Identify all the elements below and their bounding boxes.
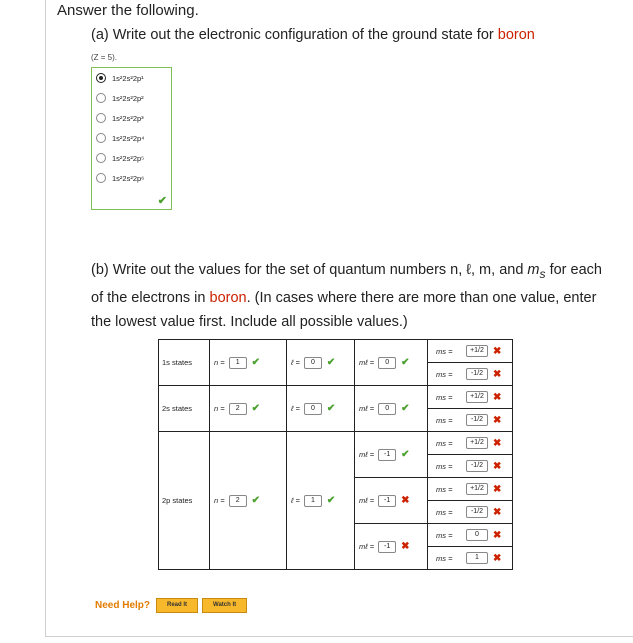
cross-icon: ✖: [493, 414, 502, 426]
ms-label: ms =: [436, 507, 453, 517]
radio-button[interactable]: [96, 173, 106, 183]
cross-icon: ✖: [401, 495, 410, 506]
l-input[interactable]: 1: [304, 495, 322, 507]
state-label: 2p states: [162, 496, 193, 505]
help-bar: [95, 598, 251, 613]
ml-input[interactable]: 0: [378, 357, 396, 369]
l-input[interactable]: 0: [304, 357, 322, 369]
cross-icon: ✖: [493, 552, 502, 564]
state-label: 2s states: [162, 404, 193, 413]
choice-label: 1s²2s²2p³: [112, 113, 144, 123]
ml-input[interactable]: 0: [378, 403, 396, 415]
ms-input[interactable]: -1/2: [466, 460, 488, 472]
choice-option[interactable]: [96, 73, 144, 83]
heading: Answer the following.: [57, 2, 199, 19]
radio-button[interactable]: [96, 133, 106, 143]
ml-input[interactable]: -1: [378, 495, 396, 507]
ms-label: ms =: [436, 415, 453, 425]
state-label: 1s states: [162, 358, 193, 367]
check-icon: ✔: [251, 357, 261, 368]
cross-icon: ✖: [493, 391, 502, 403]
choice-option[interactable]: [96, 173, 144, 183]
l-label: ℓ =: [291, 404, 300, 413]
need-help-label: Need Help?: [95, 600, 151, 611]
ms-input[interactable]: +1/2: [466, 483, 488, 495]
cross-icon: ✖: [493, 460, 502, 472]
ms-input[interactable]: 1: [466, 552, 488, 564]
check-icon: ✔: [401, 403, 410, 414]
l-label: ℓ =: [291, 496, 300, 505]
radio-button[interactable]: [96, 73, 106, 83]
ms-label: ms =: [436, 438, 453, 448]
n-input[interactable]: 2: [229, 495, 247, 507]
radio-button[interactable]: [96, 153, 106, 163]
n-input[interactable]: 1: [229, 357, 247, 369]
check-icon: ✔: [326, 357, 336, 368]
n-label: n =: [214, 358, 225, 367]
n-label: n =: [214, 404, 225, 413]
ml-input[interactable]: -1: [378, 449, 396, 461]
watch-it-button[interactable]: Watch It: [202, 598, 247, 613]
check-icon: ✔: [326, 403, 336, 414]
ms-input[interactable]: -1/2: [466, 368, 488, 380]
ms-label: ms =: [436, 346, 453, 356]
quantum-number-table: [158, 339, 513, 570]
choice-list: [91, 67, 172, 210]
cross-icon: ✖: [493, 368, 502, 380]
ms-label: ms =: [436, 392, 453, 402]
ms-input[interactable]: 0: [466, 529, 488, 541]
ml-label: mℓ =: [359, 450, 375, 459]
ms-label: ms =: [436, 484, 453, 494]
l-label: ℓ =: [291, 358, 300, 367]
part-a-question: (a) Write out the electronic configuration of the ground state for boron: [91, 27, 535, 43]
ms-label: ms =: [436, 530, 453, 540]
cross-icon: ✖: [493, 506, 502, 518]
choice-label: 1s²2s²2p⁶: [112, 173, 145, 183]
ms-input[interactable]: +1/2: [466, 391, 488, 403]
ms-input[interactable]: +1/2: [466, 345, 488, 357]
ms-label: ms =: [436, 461, 453, 471]
read-it-button[interactable]: Read It: [156, 598, 198, 613]
ml-label: mℓ =: [359, 404, 375, 413]
cross-icon: ✖: [493, 345, 502, 357]
ms-input[interactable]: -1/2: [466, 414, 488, 426]
check-icon: ✔: [326, 495, 336, 506]
element-name: boron: [497, 27, 535, 43]
cross-icon: ✖: [493, 529, 502, 541]
radio-button[interactable]: [96, 113, 106, 123]
l-input[interactable]: 0: [304, 403, 322, 415]
ml-label: mℓ =: [359, 542, 375, 551]
check-icon: ✔: [251, 403, 261, 414]
ml-input[interactable]: -1: [378, 541, 396, 553]
table-row: [159, 386, 513, 409]
choice-label: 1s²2s²2p⁴: [112, 133, 145, 143]
check-icon: ✔: [251, 495, 261, 506]
cross-icon: ✖: [493, 483, 502, 495]
atomic-number: (Z = 5).: [91, 53, 118, 62]
part-b-question: (b) Write out the values for the set of quantum numbers n, ℓ, m, and $m_s$ for each of the electrons in boron. (In cases where there are more than one value, enter the lowest value first. Include all possible values.): [91, 262, 602, 330]
ms-label: ms =: [436, 553, 453, 563]
ml-label: mℓ =: [359, 358, 375, 367]
check-icon: ✔: [401, 449, 410, 460]
choice-option[interactable]: [96, 133, 144, 143]
table-row: [159, 432, 513, 455]
ms-label: ms =: [436, 369, 453, 379]
choice-label: 1s²2s²2p²: [112, 93, 144, 103]
cross-icon: ✖: [493, 437, 502, 449]
ml-label: mℓ =: [359, 496, 375, 505]
table-row: [159, 340, 513, 363]
choice-option[interactable]: [96, 153, 144, 163]
choice-label: 1s²2s²2p⁵: [112, 153, 145, 163]
n-input[interactable]: 2: [229, 403, 247, 415]
radio-button[interactable]: [96, 93, 106, 103]
n-label: n =: [214, 496, 225, 505]
choice-label: 1s²2s²2p¹: [112, 73, 144, 83]
ms-input[interactable]: -1/2: [466, 506, 488, 518]
choice-option[interactable]: [96, 93, 144, 103]
correct-check-icon: ✔: [157, 195, 167, 207]
ms-input[interactable]: +1/2: [466, 437, 488, 449]
check-icon: ✔: [401, 357, 410, 368]
choice-option[interactable]: [96, 113, 144, 123]
cross-icon: ✖: [401, 541, 410, 552]
